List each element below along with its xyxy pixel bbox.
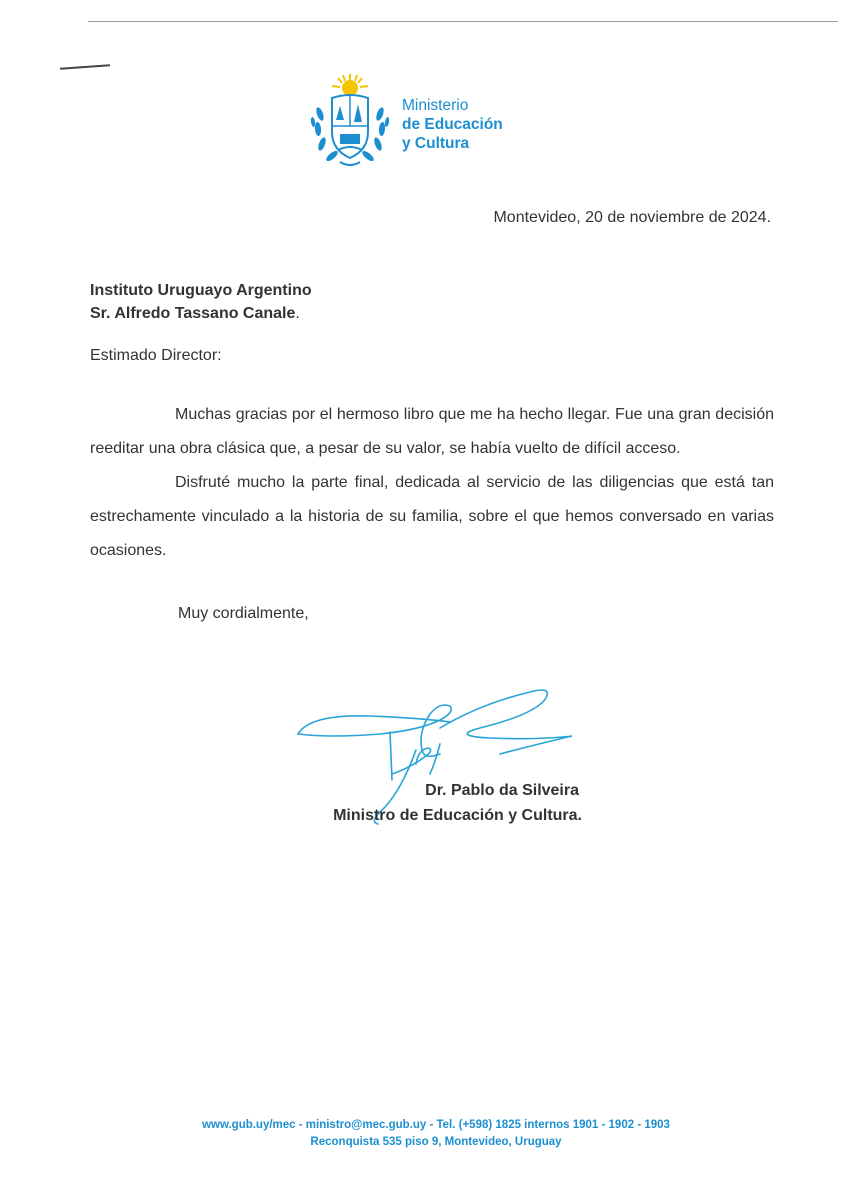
- salutation: Estimado Director:: [90, 347, 222, 364]
- scan-mark: [60, 64, 110, 69]
- recipient-block: [90, 279, 312, 325]
- letter-date: Montevideo, 20 de noviembre de 2024.: [493, 209, 771, 226]
- footer: [0, 1117, 862, 1151]
- ministry-name: [402, 96, 503, 153]
- ministry-name-line1: Ministerio: [402, 97, 469, 114]
- recipient-institution: Instituto Uruguayo Argentino: [90, 282, 312, 299]
- body-paragraph-1: Muchas gracias por el hermoso libro que me ha hecho llegar. Fue una gran decisión reeditar una obra clásica que, a pesar de su valor, se había vuelto de difícil acceso.: [90, 406, 774, 457]
- signer-name: Dr. Pablo da Silveira: [425, 782, 579, 799]
- closing: Muy cordialmente,: [178, 605, 309, 622]
- signer-title: Ministro de Educación y Cultura.: [333, 807, 582, 824]
- ministry-name-line2: de Educación: [402, 116, 503, 133]
- recipient-person: Sr. Alfredo Tassano Canale: [90, 305, 296, 322]
- footer-address: Reconquista 535 piso 9, Montevideo, Uruguay: [310, 1136, 562, 1148]
- handwritten-signature: [290, 684, 590, 864]
- recipient-period: .: [295, 305, 300, 322]
- letter-body: [90, 398, 774, 568]
- body-paragraph-2: Disfruté mucho la parte final, dedicada al servicio de las diligencias que está tan estrechamente vinculado a la historia de su familia, sobre el que hemos conversado en varias ocasiones.: [90, 474, 774, 559]
- coat-of-arms-icon: [310, 74, 390, 170]
- recipient-person-line: [90, 302, 312, 325]
- footer-contact: www.gub.uy/mec - ministro@mec.gub.uy - Tel. (+598) 1825 internos 1901 - 1902 - 1903: [202, 1119, 670, 1131]
- scan-edge-line: [88, 21, 838, 22]
- ministry-logo: [310, 74, 540, 174]
- ministry-name-line3: y Cultura: [402, 135, 470, 152]
